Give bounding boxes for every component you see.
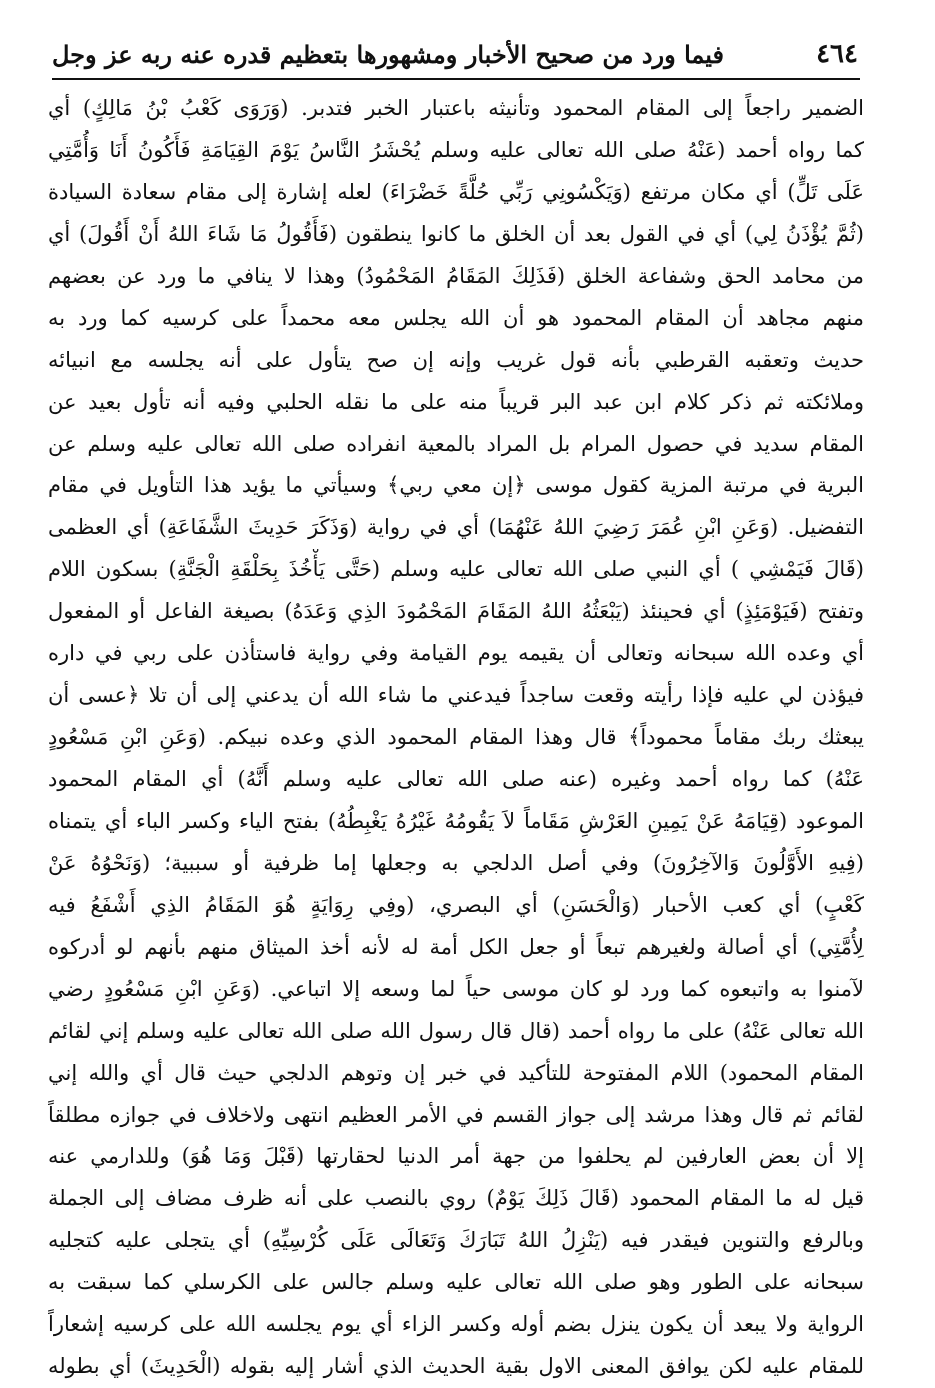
page-header: [52, 34, 858, 74]
text-line: عَلَى تَلٍّ) أي مكان مرتفع (وَيَكْسُونِي رَبِّي حُلَّةً خَضْرَاءَ) لعله إشارة إلى مقام سعادة السيادة: [48, 179, 864, 204]
text-line: المقام سديد في حصول المرام بل المراد بالمعية انفراده صلى الله تعالى عليه وسلم عن: [48, 431, 864, 456]
running-title: فيما ورد من صحيح الأخبار ومشهورها بتعظيم قدره عنه ربه عز وجل: [52, 39, 724, 69]
text-line: لقائم ثم قال وهذا مرشد إلى جواز القسم في الأمر العظيم انتهى ولاخلاف في جوازه مطلقاً: [48, 1102, 864, 1127]
text-line: من محامد الحق وشفاعة الخلق (فَذَلِكَ المَقَامُ المَحْمُودُ) وهذا لا ينافي ما ورد عن بعضهم: [48, 263, 864, 288]
text-line: الله تعالى عَنْهُ) على ما رواه أحمد (قال قال رسول الله صلى الله تعالى عليه وسلم إني لقائم: [48, 1018, 864, 1043]
text-line: وملائكته ثم ذكر كلام ابن عبد البر قريباً منه على ما نقله الحلبي وفيه أنه تأول بعيد عن: [48, 389, 864, 414]
text-line: فيؤذن لي عليه فإذا رأيته وقعت ساجداً فيدعني ما شاء الله أن يدعني إلى أن تلا ﴿عسى أن: [48, 683, 864, 708]
text-line: (قَالَ فَيَمْشِي ) أي النبي صلى الله تعالى عليه وسلم (حَتَّى يَأْخُذَ بِحَلْقَةِ الْجَنَّةِ) بسكون اللام: [48, 557, 864, 582]
body-text: [48, 88, 864, 1388]
text-line: الموعود (قِيَامَهُ عَنْ يَمِينِ العَرْشِ مَقَاماً لاَ يَقُومُهُ غَيْرُهُ يَغْبِطُهُ) بفتح الياء وكسر الباء أي يتمناه: [48, 808, 864, 833]
header-divider: [52, 78, 860, 80]
text-line: الضمير راجعاً إلى المقام المحمود وتأنيثه باعتبار الخبر فتدبر. (وَرَوَى كَعْبُ بْنُ مَالِكٍ) أي: [48, 96, 864, 120]
text-line: منهم مجاهد أن المقام المحمود هو أن الله يجلس معه محمداً على كرسيه كما ورد به: [48, 305, 864, 330]
text-line: سبحانه على الطور وهو صلى الله تعالى عليه وسلم جالس على الكرسلي كما سبقت به: [48, 1270, 864, 1295]
text-line: كَعْبٍ) أي كعب الأحبار (وَالْحَسَنِ) أي البصري، (وفِي رِوَايَةٍ هُوَ المَقَامُ الذِي أَشْفَعُ فيه: [48, 892, 864, 917]
text-line: حديث وتعقبه القرطبي بأنه قول غريب وإنه إن صح يتأول على أنه يجلسه مع انبيائه: [48, 347, 864, 372]
text-line: المقام المحمود) اللام المفتوحة للتأكيد في خبر إن وتوهم الدلجي حيث قال أي والله إني: [48, 1060, 864, 1085]
text-line: التفضيل. (وَعَنِ ابْنِ عُمَرَ رَضِيَ اللهُ عَنْهُمَا) أي في رواية (وَذَكَرَ حَدِيثَ الشَّفَاعَةِ) أي العظمى: [48, 515, 864, 540]
text-line: وبالرفع والتنوين فيقدر فيه (يَنْزِلُ اللهُ تَبَارَكَ وَتَعَالَى عَلَى كُرْسِيِّهِ) أي يتجلى عليه كتجليه: [48, 1228, 864, 1253]
text-line: لِأُمَّتِي) أي أصالة ولغيرهم تبعاً أو جعل الكل أمة له لأنه أخذ الميثاق منهم بأنهم لو أدركوه: [48, 934, 864, 959]
text-line: كما رواه أحمد (عَنْهُ صلى الله تعالى عليه وسلم يُحْشَرُ النَّاسُ يَوْمَ القِيَامَةِ فَأَكُونُ أَنَا وَأُمَّتِي: [48, 137, 864, 162]
text-line: إلا أن بعض العارفين لم يحلفوا من جهة أمر الدنيا لحقارتها (قَبْلَ وَمَا هُوَ) وللدارمي عنه: [48, 1144, 864, 1169]
text-line: لآمنوا به واتبعوه كما ورد لو كان موسى حياً لما وسعه إلا اتباعي. (وَعَنِ ابْنِ مَسْعُودٍ رضي: [48, 976, 864, 1001]
text-line: وتفتح (فَيَوْمَئِذٍ) أي فحينئذ (يَبْعَثُهُ اللهُ المَقَامَ المَحْمُودَ الذِي وَعَدَهُ) بصيغة الفاعل أو المفعول: [48, 599, 864, 624]
text-line: للمقام عليه لكن يوافق المعنى الاول بقية الحديث الذي أشار إليه بقوله (الْحَدِيثَ) أي بطوله: [48, 1354, 864, 1379]
text-line: البرية في مرتبة المزية كقول موسى ﴿إن معي ربي﴾ وسيأتي ما يؤيد هذا التأويل في مقام: [48, 473, 864, 498]
text-line: قيل له ما المقام المحمود (قَالَ ذَلِكَ يَوْمٌ) روي بالنصب على أنه ظرف مضاف إلى الجملة: [48, 1186, 864, 1211]
page-number: ٤٦٤: [816, 39, 858, 69]
text-line: أي وعده الله سبحانه وتعالى أن يقيمه يوم القيامة وفي رواية فاستأذن على ربي في داره: [48, 641, 864, 666]
text-line: الرواية ولا يبعد أن يكون ينزل بضم أوله وكسر الزاء أي يوم يجلسه الله على كرسيه إشعاراً: [48, 1312, 864, 1337]
text-line: (ثُمَّ يُؤْذَنُ لِي) أي في القول بعد أن الخلق ما كانوا ينطقون (فَأَقُولُ مَا شَاءَ اللهُ أَنْ أَقُولَ) أي: [48, 221, 864, 246]
text-line: (فِيهِ الأَوَّلُونَ وَالآخِرُونَ) وفي أصل الدلجي به وجعلها إما ظرفية أو سببية؛ (وَنَحْوُهُ عَنْ: [48, 850, 864, 875]
text-line: يبعثك ربك مقاماً محموداً﴾ قال وهذا المقام المحمود الذي وعده نبيكم. (وَعَنِ ابْنِ مَسْعُودٍ: [48, 725, 864, 750]
text-line: عَنْهُ) كما رواه أحمد وغيره (عنه صلى الله تعالى عليه وسلم أَنَّهُ) أي المقام المحمود: [48, 767, 864, 791]
